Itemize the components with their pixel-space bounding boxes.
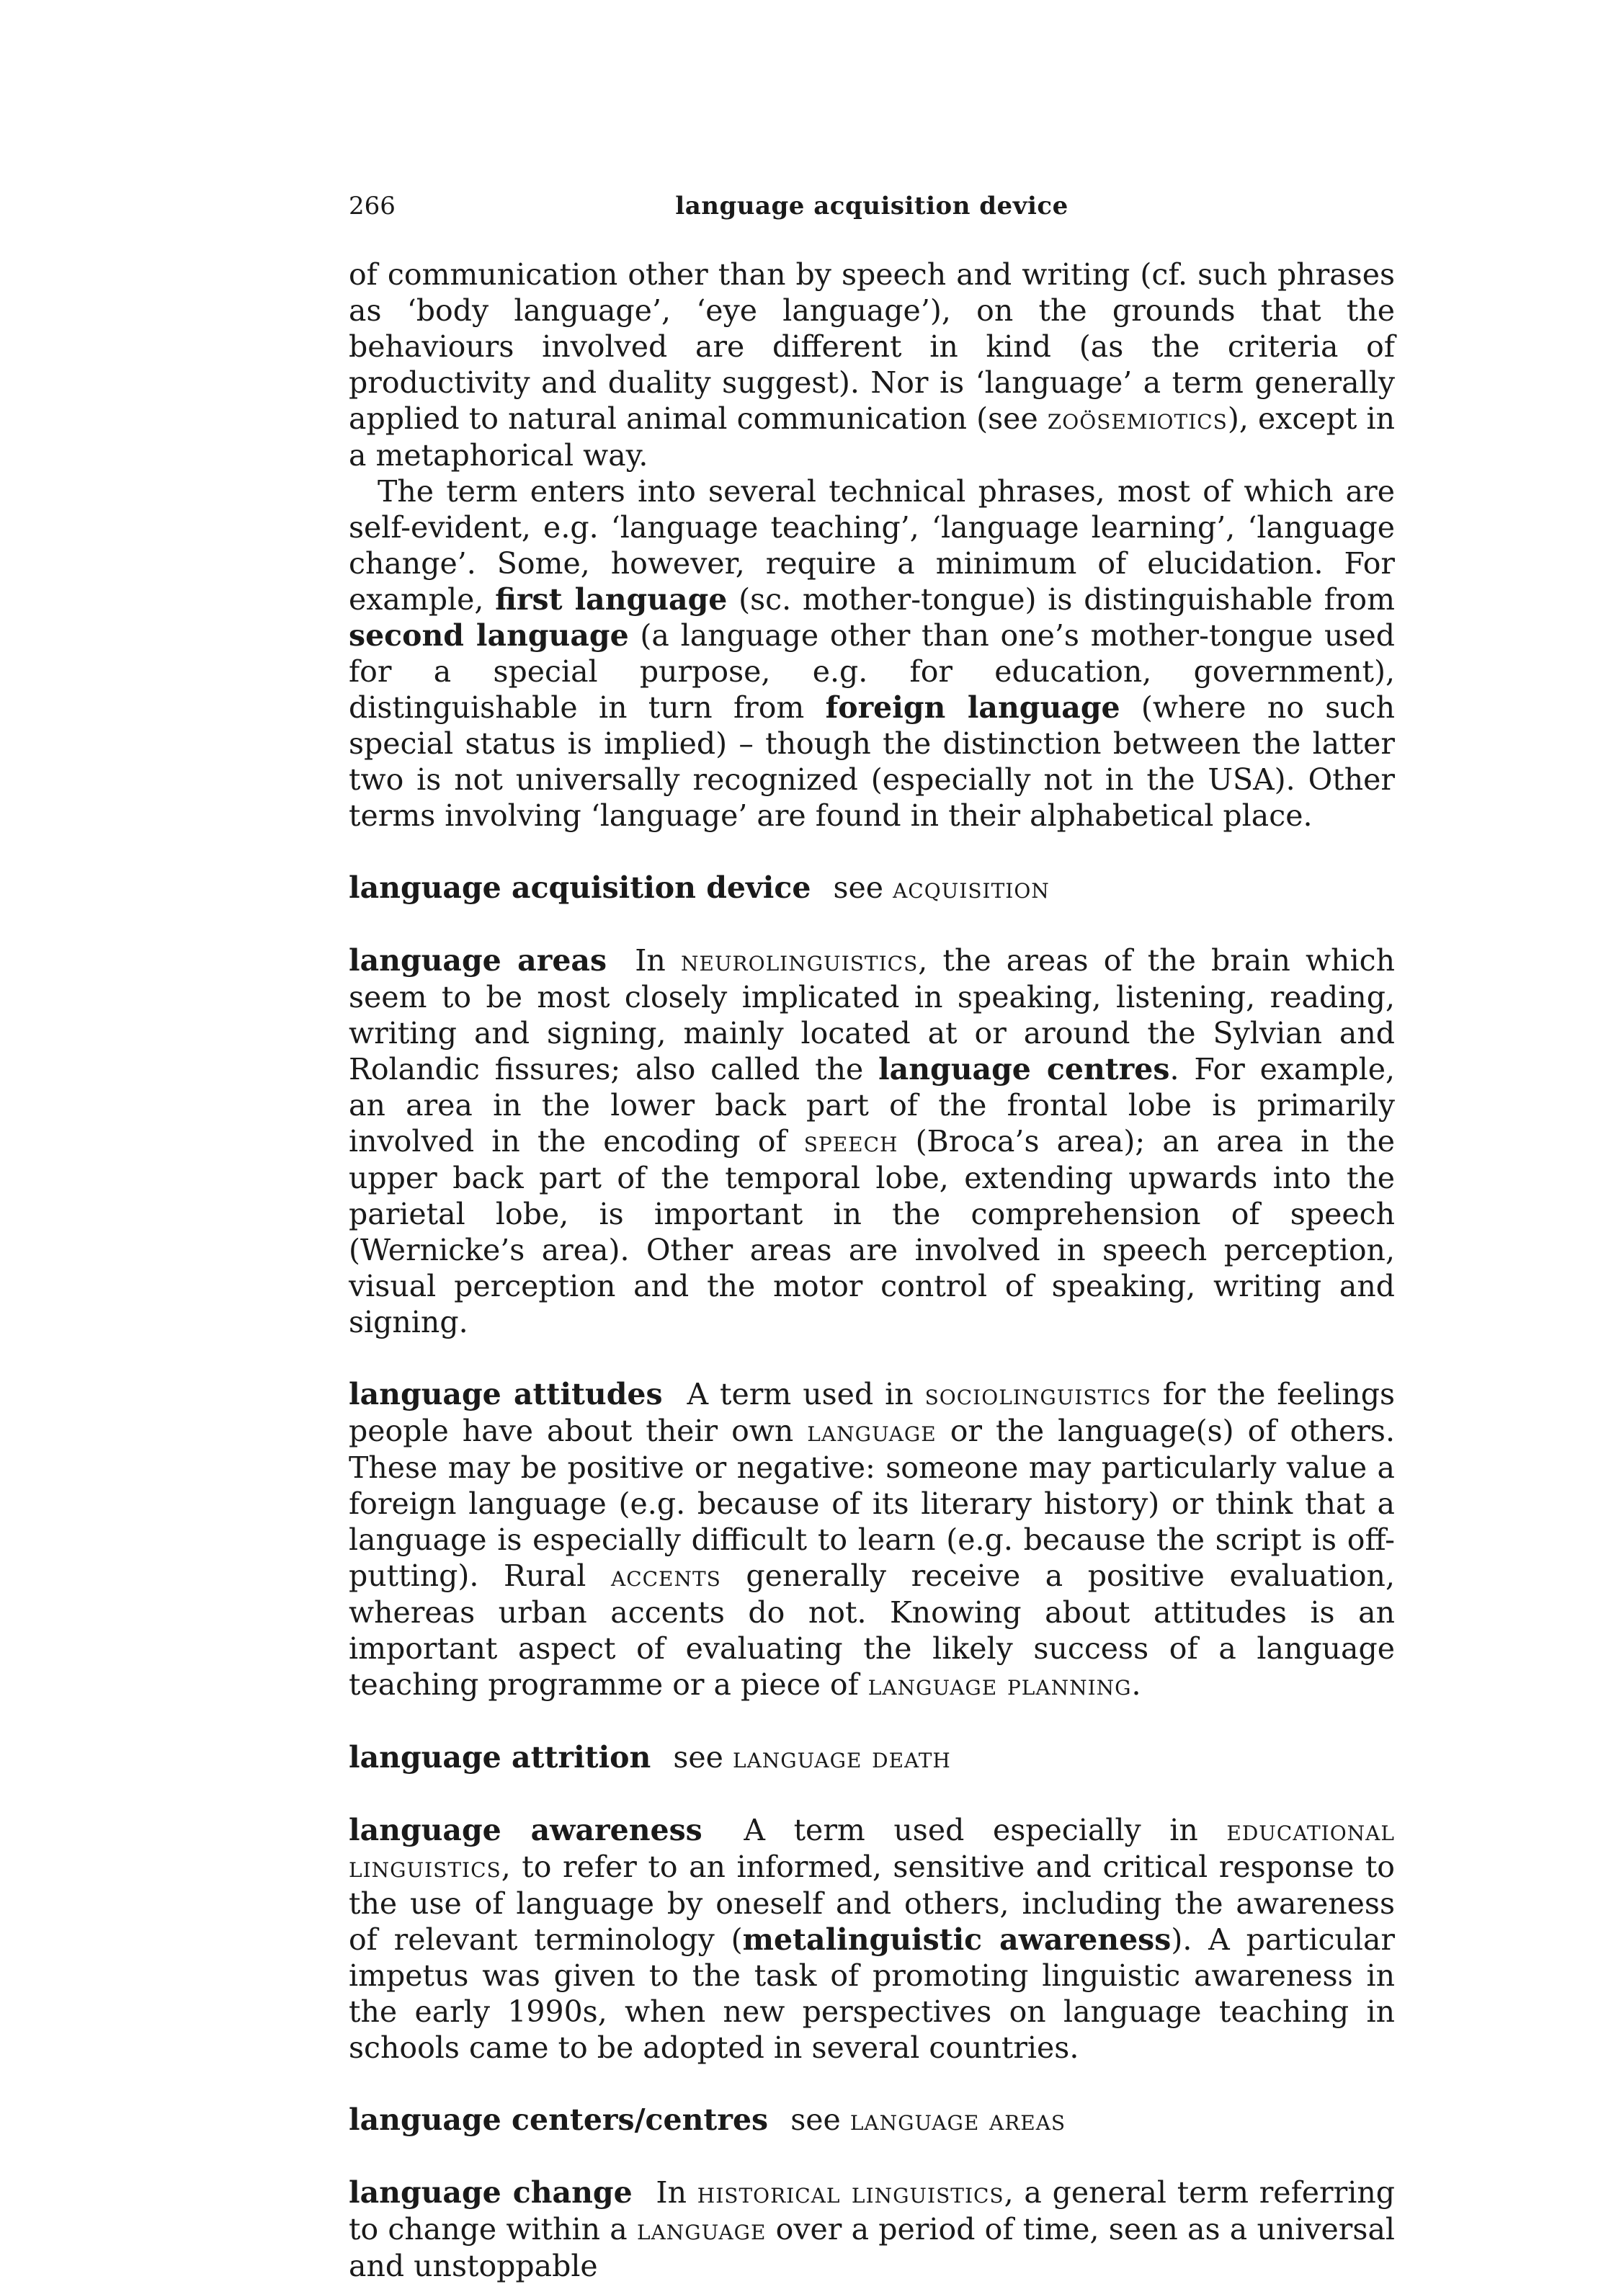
- text-run: generally receive a positive evaluation, whereas urban accents do not. Knowing about attitudes is an important aspect of evaluating the likely success of a language teaching programme or a piece of: [349, 1558, 1395, 1702]
- cross-reference: language planning: [867, 1669, 1132, 1702]
- text-run: or the language(s) of others. These may be positive or negative: someone may particularly value a foreign language (e.g. because of its literary history) or think that a language is especially difficult to learn (e.g. because the script is off-putting). Rural: [349, 1414, 1395, 1593]
- cross-reference: educational linguistics: [349, 1814, 1395, 1884]
- text-run: (where no such special status is implied) – though the distinction between the latter two is not universally recognized (especially not in the USA). Other terms involving ‘language’ are found in their alphabetical place.: [349, 690, 1396, 833]
- running-head: [349, 189, 1395, 223]
- see-label: see: [790, 2102, 841, 2137]
- cross-reference: language: [807, 1415, 937, 1448]
- entry-language-centres: [349, 2102, 1395, 2138]
- see-label: see: [673, 1740, 723, 1775]
- text-run: , a general term referring to change within a: [349, 2175, 1395, 2247]
- cross-reference: acquisition: [893, 872, 1050, 905]
- entry-language-areas: [349, 942, 1395, 1340]
- text-run: In: [656, 2175, 697, 2210]
- defined-term: foreign language: [825, 690, 1120, 725]
- cross-reference: language areas: [849, 2104, 1066, 2137]
- running-title: language acquisition device: [675, 192, 1068, 220]
- text-run: , to refer to an informed, sensitive and critical response to the use of language by oneself and others, including the awareness of relevant terminology (: [349, 1850, 1395, 1957]
- cross-reference: historical linguistics: [697, 2177, 1004, 2210]
- continuation-paragraph: [349, 473, 1395, 834]
- headword: language acquisition device: [349, 870, 811, 905]
- headword: language change: [349, 2175, 633, 2210]
- entry-language-change: [349, 2174, 1395, 2284]
- text-run: (sc. mother-tongue) is distinguishable from: [727, 582, 1395, 617]
- see-label: see: [833, 870, 884, 905]
- headword: language awareness: [349, 1813, 702, 1847]
- page-body: [349, 256, 1395, 2284]
- defined-term: metalinguistic awareness: [742, 1922, 1172, 1957]
- defined-term: second language: [349, 618, 629, 653]
- text-run: of communication other than by speech and writing (cf. such phrases as ‘body language’, ‘eye language’), on the grounds that the behaviours involved are different in kind (as the criteria of productivity and duality suggest). Nor is ‘language’ a term generally applied to natural animal communication (see: [349, 257, 1395, 436]
- defined-term: language centres: [878, 1052, 1170, 1087]
- text-run: ), except in a metaphorical way.: [349, 401, 1395, 473]
- text-run: A term used in: [687, 1377, 925, 1411]
- text-run: (a language other than one’s mother-tongue used for a special purpose, e.g. for education, government), distinguishable in turn from: [349, 618, 1396, 725]
- cross-reference: language: [636, 2213, 767, 2247]
- headword: language centers/centres: [349, 2102, 769, 2137]
- text-run: A term used especially in: [744, 1813, 1227, 1847]
- cross-reference: neurolinguistics: [681, 945, 919, 978]
- text-run: In: [635, 943, 681, 978]
- headword: language attrition: [349, 1740, 651, 1775]
- cross-reference: speech: [803, 1125, 898, 1159]
- cross-reference: language death: [732, 1741, 951, 1775]
- text-run: over a period of time, seen as a universal and unstoppable: [349, 2212, 1395, 2283]
- defined-term: first language: [495, 582, 728, 617]
- page-number: 266: [349, 192, 396, 220]
- entry-language-attitudes: [349, 1376, 1395, 1703]
- continuation-paragraph: [349, 256, 1395, 473]
- text-run: , the areas of the brain which seem to be most closely implicated in speaking, listening, reading, writing and signing, mainly located at or around the Sylvian and Rolandic fissures; also called the: [349, 943, 1395, 1087]
- cross-reference: zoösemiotics: [1047, 403, 1228, 436]
- headword: language areas: [349, 943, 607, 978]
- headword: language attitudes: [349, 1377, 663, 1411]
- entry-language-acquisition-device: [349, 870, 1395, 906]
- text-run: ). A particular impetus was given to the task of promoting linguistic awareness in the early 1990s, when new perspectives on language teaching in schools came to be adopted in several countries.: [349, 1922, 1395, 2065]
- entry-language-awareness: [349, 1812, 1395, 2066]
- text-run: The term enters into several technical phrases, most of which are self-evident, e.g. ‘language teaching’, ‘language learning’, ‘language change’. Some, however, require a minimum of elucidation. For example,: [349, 474, 1395, 617]
- cross-reference: accents: [610, 1560, 721, 1593]
- entry-language-attrition: [349, 1739, 1395, 1776]
- text-run: .: [1131, 1667, 1141, 1702]
- cross-reference: sociolinguistics: [924, 1378, 1151, 1411]
- text-run: . For example, an area in the lower back part of the frontal lobe is primarily involved in the encoding of: [349, 1052, 1396, 1159]
- text-run: for the feelings people have about their own: [349, 1377, 1395, 1448]
- text-run: (Broca’s area); an area in the upper back part of the temporal lobe, extending upwards into the parietal lobe, is important in the comprehension of speech (Wernicke’s area). Other areas are involved in speech perception, visual perception and the motor control of speaking, writing and signing.: [349, 1124, 1395, 1339]
